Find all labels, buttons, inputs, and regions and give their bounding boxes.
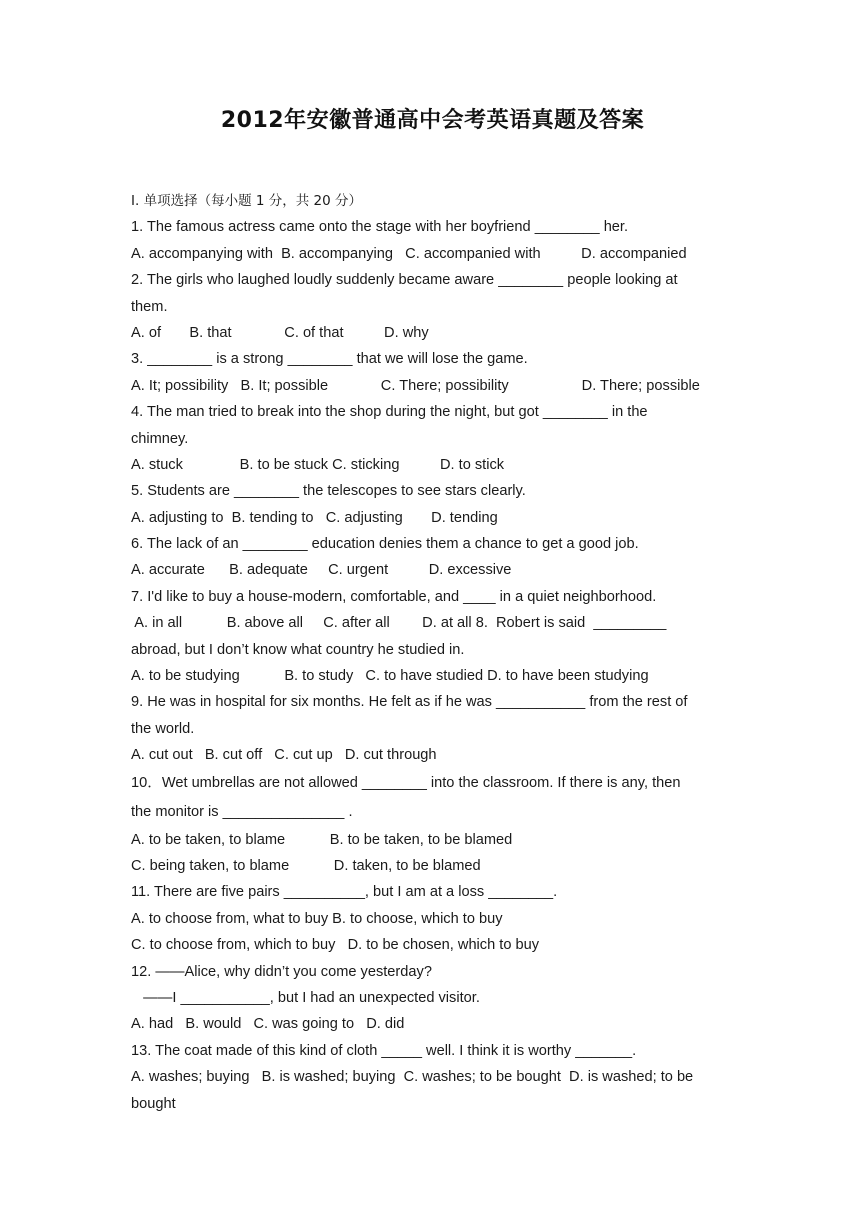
question-13: 13. The coat made of this kind of cloth _____ well. I think it is worthy _______. <box>131 1042 637 1059</box>
question-10-options-cd: C. being taken, to blame D. taken, to be blamed <box>131 857 481 874</box>
question-11-options-cd: C. to choose from, which to buy D. to be chosen, which to buy <box>131 937 540 954</box>
question-8-continued: abroad, but I don’t know what country he studied in. <box>131 641 465 658</box>
question-3-options: A. It; possibility B. It; possible C. There; possibility D. There; possible <box>131 377 700 394</box>
question-11-options-ab: A. to choose from, what to buy B. to choose, which to buy <box>131 910 503 927</box>
question-12-response: ——I ___________, but I had an unexpected visitor. <box>131 989 480 1006</box>
question-10-continued: the monitor is _______________ . <box>131 803 353 820</box>
section-heading: I. 单项选择（每小题 1 分，共 20 分） <box>131 193 362 209</box>
question-6-options: A. accurate B. adequate C. urgent D. excessive <box>131 562 512 579</box>
question-4: 4. The man tried to break into the shop during the night, but got ________ in the <box>131 404 648 421</box>
question-8-options: A. to be studying B. to study C. to have studied D. to have been studying <box>131 668 649 685</box>
question-13-options: A. washes; buying B. is washed; buying C. washes; to be bought D. is washed; to be <box>131 1069 694 1086</box>
question-9-continued: the world. <box>131 720 195 737</box>
question-5: 5. Students are ________ the telescopes to see stars clearly. <box>131 483 526 500</box>
question-5-options: A. adjusting to B. tending to C. adjusting D. tending <box>131 509 498 526</box>
question-12: 12. ——Alice, why didn’t you come yesterday? <box>131 963 432 980</box>
question-section <box>131 188 731 1117</box>
question-7: 7. I'd like to buy a house-modern, comfortable, and ____ in a quiet neighborhood. <box>131 588 657 605</box>
question-6: 6. The lack of an ________ education denies them a chance to get a good job. <box>131 536 639 553</box>
question-7-options-question-8: A. in all B. above all C. after all D. at all 8. Robert is said _________ <box>131 615 667 632</box>
question-3: 3. ________ is a strong ________ that we will lose the game. <box>131 351 528 368</box>
question-13-options-continued: bought <box>131 1095 176 1112</box>
question-10-options-ab: A. to be taken, to blame B. to be taken, to be blamed <box>131 831 513 848</box>
question-1-options: A. accompanying with B. accompanying C. accompanied with D. accompanied <box>131 245 687 262</box>
question-11: 11. There are five pairs __________, but I am at a loss ________. <box>131 884 558 901</box>
question-2-options: A. of B. that C. of that D. why <box>131 324 429 341</box>
question-10: 10．Wet umbrellas are not allowed ________ into the classroom. If there is any, then <box>131 774 681 791</box>
question-2: 2. The girls who laughed loudly suddenly became aware ________ people looking at <box>131 272 678 289</box>
question-12-options: A. had B. would C. was going to D. did <box>131 1016 405 1033</box>
question-4-continued: chimney. <box>131 430 189 447</box>
question-9: 9. He was in hospital for six months. He felt as if he was ___________ from the rest of <box>131 694 688 711</box>
question-9-options: A. cut out B. cut off C. cut up D. cut through <box>131 747 437 764</box>
question-2-continued: them. <box>131 298 168 315</box>
question-4-options: A. stuck B. to be stuck C. sticking D. to stick <box>131 456 505 473</box>
document-title: 2012年安徽普通高中会考英语真题及答案 <box>220 108 645 133</box>
question-1: 1. The famous actress came onto the stage with her boyfriend ________ her. <box>131 219 629 236</box>
